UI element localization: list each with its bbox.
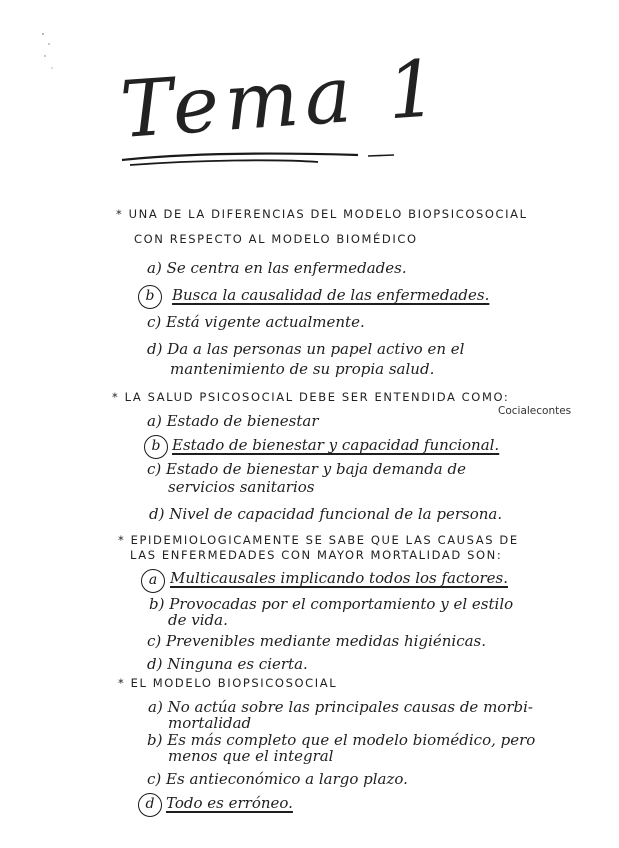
q3-option-d	[147, 655, 308, 673]
question-1-line-1: * UNA DE LA DIFERENCIAS DEL MODELO BIOPSICOSOCIAL	[116, 207, 528, 221]
option-letter: a)	[148, 698, 163, 716]
q4-option-b-line-2: menos que el integral	[168, 747, 334, 765]
q3-option-c	[147, 632, 486, 650]
q2-option-d	[149, 505, 502, 523]
option-letter: c)	[147, 460, 162, 478]
page-title: Tema 1	[117, 43, 447, 156]
option-text: No actúa sobre las principales causas de morbi-	[167, 698, 533, 716]
option-text: Provocadas por el comportamiento y el estilo	[169, 595, 514, 613]
q4-option-d-circled-letter: d	[138, 793, 162, 817]
question-2-line-1: * LA SALUD PSICOSOCIAL DEBE SER ENTENDIDA COMO:	[112, 390, 510, 404]
q3-option-b-line-2: de vida.	[168, 611, 228, 629]
option-text: Estado de bienestar	[166, 412, 319, 430]
q4-option-c	[147, 770, 408, 788]
q2-option-b-selected-answer: Estado de bienestar y capacidad funcional.	[172, 436, 500, 454]
question-3-line-2: LAS ENFERMEDADES CON MAYOR MORTALIDAD SON:	[130, 548, 503, 562]
option-text: Se centra en las enfermedades.	[166, 259, 407, 277]
q4-option-a-line-2: mortalidad	[168, 714, 252, 732]
option-text: Ninguna es cierta.	[167, 655, 308, 673]
q1-option-a	[147, 259, 407, 277]
q4-option-d-selected-answer: Todo es erróneo.	[166, 794, 293, 812]
option-letter: d)	[149, 505, 165, 523]
option-text: Nivel de capacidad funcional de la persona.	[169, 505, 503, 523]
question-1-line-2: CON RESPECTO AL MODELO BIOMÉDICO	[134, 232, 418, 246]
q1-option-c	[147, 313, 365, 331]
q1-option-d-line-2: mantenimiento de su propia salud.	[170, 360, 435, 378]
option-letter: c)	[147, 313, 162, 331]
q2-option-a	[147, 412, 319, 430]
scan-specks	[40, 30, 60, 80]
q3-option-a-circled-letter: a	[141, 569, 165, 593]
option-letter: d)	[147, 655, 163, 673]
option-letter: b)	[147, 731, 163, 749]
q1-option-d	[147, 340, 464, 358]
option-text: Es antieconómico a largo plazo.	[166, 770, 408, 788]
option-letter: d)	[147, 340, 163, 358]
q2-option-c-line-2: servicios sanitarios	[168, 478, 315, 496]
title-underline	[118, 140, 398, 170]
option-text: Prevenibles mediante medidas higiénicas.	[166, 632, 487, 650]
option-text: Es más completo que el modelo biomédico, pero	[167, 731, 536, 749]
option-letter: a)	[147, 412, 162, 430]
question-3-line-1: * EPIDEMIOLOGICAMENTE SE SABE QUE LAS CAUSAS DE	[118, 533, 519, 547]
q1-option-b-circled-letter: b	[138, 285, 162, 309]
q2-option-b-circled-letter: b	[144, 435, 168, 459]
option-text: Estado de bienestar y baja demanda de	[166, 460, 466, 478]
question-4-line-1: * EL MODELO BIOPSICOSOCIAL	[118, 676, 338, 690]
option-letter: a)	[147, 259, 162, 277]
side-note: Cocialecontes	[498, 405, 572, 417]
option-letter: b)	[149, 595, 165, 613]
option-text: Da a las personas un papel activo en el	[167, 340, 465, 358]
q1-option-b-selected-answer: Busca la causalidad de las enfermedades.	[172, 286, 490, 304]
option-letter: c)	[147, 632, 162, 650]
option-letter: c)	[147, 770, 162, 788]
q2-option-c	[147, 460, 466, 478]
q3-option-a-selected-answer: Multicausales implicando todos los factores.	[170, 569, 508, 587]
option-text: Está vigente actualmente.	[166, 313, 365, 331]
